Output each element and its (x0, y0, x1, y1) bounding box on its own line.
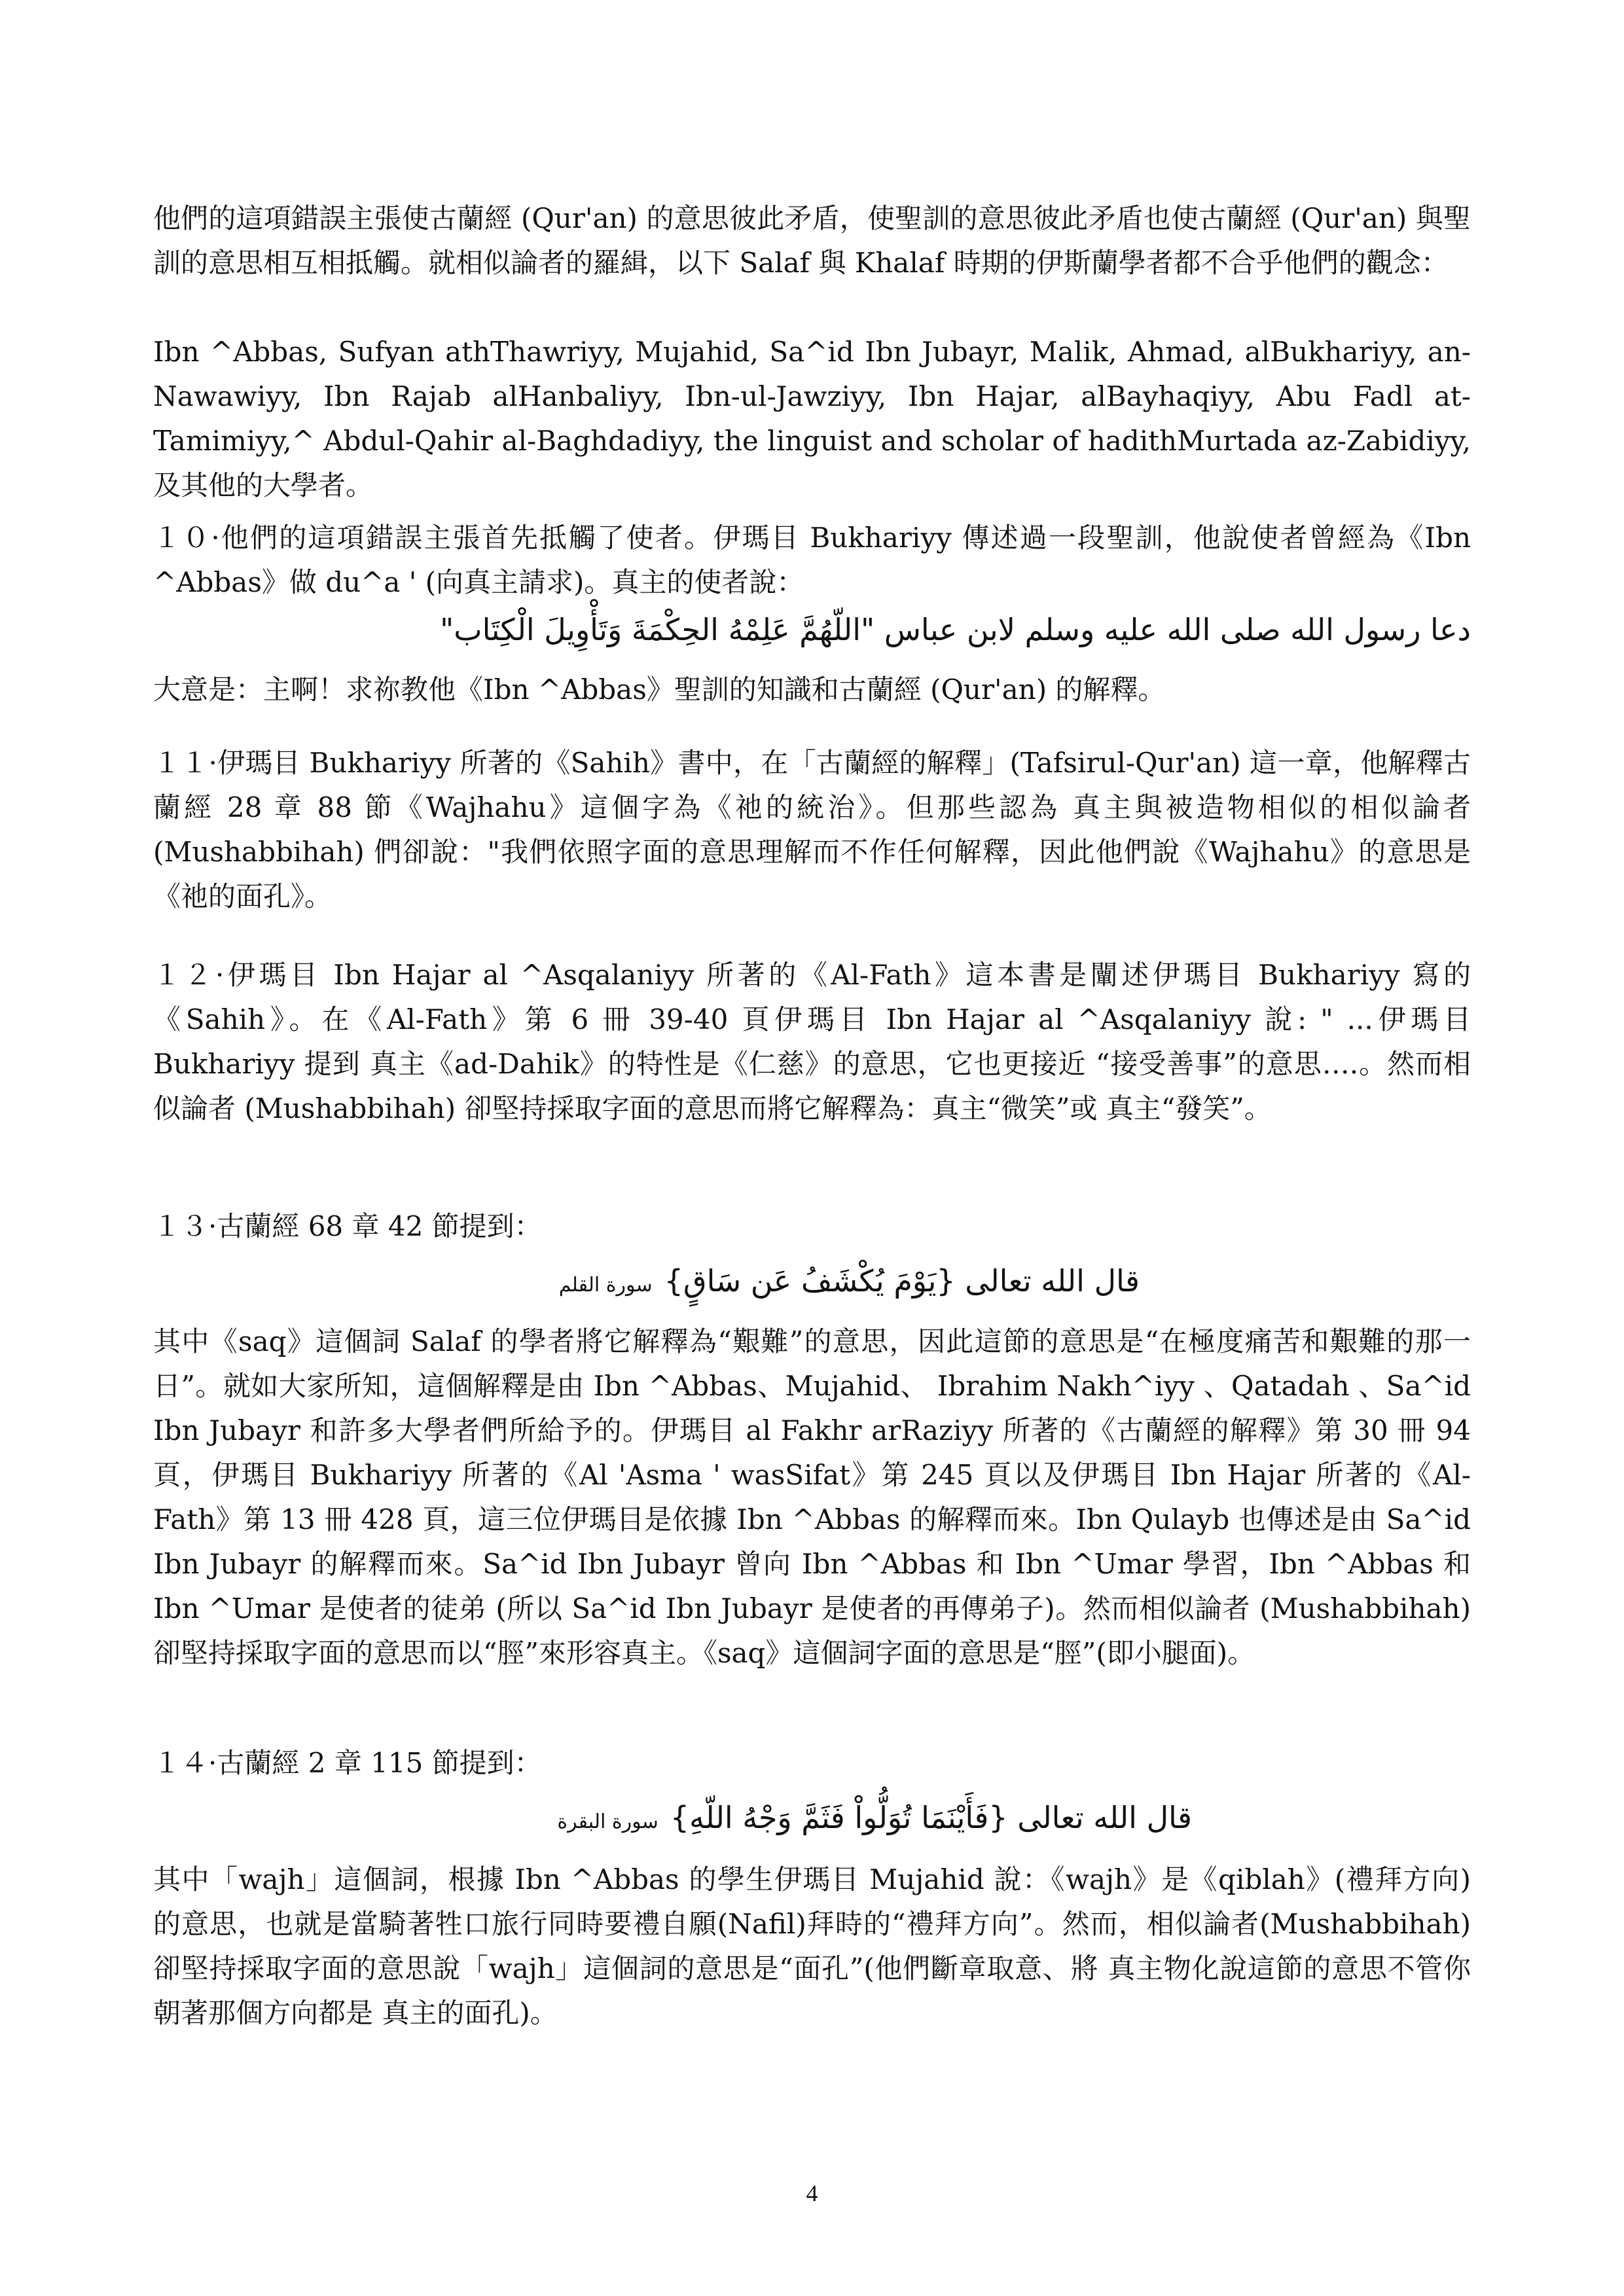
verse-2-115-text: قال الله تعالى {فَأَيْنَمَا تُوَلُّواْ فَثَمَّ وَجْهُ اللّهِ} (670, 1800, 1192, 1835)
paragraph-12: １２·伊瑪目 Ibn Hajar al ^Asqalaniyy 所著的《Al-Fath》這本書是闡述伊瑪目 Bukhariyy 寫的《Sahih》。在《Al-Fath》第 6 冊 39-40 頁伊瑪目 Ibn Hajar al ^Asqalaniyy 說: " ...伊瑪目 Bukhariyy 提到 真主《ad-Dahik》的特性是《仁慈》的意思，它也更接近 “接受善事”的意思….。然而相似論者 (Mushabbihah) 卻堅持採取字面的意思而將它解釋為：真主“微笑”或 真主“發笑”。 (153, 959, 1471, 1124)
intro-paragraph: 他們的這項錯誤主張使古蘭經 (Qur'an) 的意思彼此矛盾，使聖訓的意思彼此矛盾也使古蘭經 (Qur'an) 與聖訓的意思相互相抵觸。就相似論者的羅緝，以下 Salaf 與 Khalaf 時期的伊斯蘭學者都不合乎他們的觀念： (153, 202, 1471, 279)
paragraph-14-explanation: 其中「wajh」這個詞，根據 Ibn ^Abbas 的學生伊瑪目 Mujahid 說：《wajh》是《qiblah》(禮拜方向) 的意思，也就是當騎著牲口旅行同時要禮自願(Nafil)拜時的“禮拜方向”。然而，相似論者(Mushabbihah) 卻堅持採取字面的意思說「wajh」這個詞的意思是“面孔”(他們斷章取意、將 真主物化說這節的意思不管你朝著那個方向都是 真主的面孔)。 (153, 1863, 1471, 2029)
paragraph-10-meaning: 大意是：主啊！求祢教他《Ibn ^Abbas》聖訓的知識和古蘭經 (Qur'an) 的解釋。 (153, 673, 1166, 706)
paragraph-10: １０·他們的這項錯誤主張首先抵觸了使者。伊瑪目 Bukhariyy 傳述過一段聖訓，他說使者曾經為《Ibn ^Abbas》做 du^a ' (向真主請求)。真主的使者說： (153, 522, 1471, 598)
paragraph-14: １４·古蘭經 2 章 115 節提到： (153, 1747, 542, 1779)
page-number: 4 (806, 2180, 818, 2206)
paragraph-13: １３·古蘭經 68 章 42 節提到： (153, 1210, 542, 1242)
surah-baqarah-label: سورة البقرة (557, 1810, 659, 1833)
surah-qalam-label: سورة القلم (558, 1274, 653, 1297)
verse-68-42 (559, 1260, 1140, 1306)
paragraph-13-explanation: 其中《saq》這個詞 Salaf 的學者將它解釋為“艱難”的意思，因此這節的意思是“在極度痛苦和艱難的那一日”。就如大家所知，這個解釋是由 Ibn ^Abbas、Mujahid、 Ibrahim Nakh^iyy 、Qatadah 、Sa^id Ibn Jubayr 和許多大學者們所給予的。伊瑪目 al Fakhr arRaziyy 所著的《古蘭經的解釋》第 30 冊 94 頁，伊瑪目 Bukhariyy 所著的《Al 'Asma ' wasSifat》第 245 頁以及伊瑪目 Ibn Hajar 所著的《Al-Fath》第 13 冊 428 頁，這三位伊瑪目是依據 Ibn ^Abbas 的解釋而來。Ibn Qulayb 也傳述是由 Sa^id Ibn Jubayr 的解釋而來。Sa^id Ibn Jubayr 曾向 Ibn ^Abbas 和 Ibn ^Umar 學習，Ibn ^Abbas 和 Ibn ^Umar 是使者的徒弟 (所以 Sa^id Ibn Jubayr 是使者的再傳弟子)。然而相似論者 (Mushabbihah) 卻堅持採取字面的意思而以“脛”來形容真主。《saq》這個詞字面的意思是“脛”(即小腿面)。 (153, 1325, 1471, 1669)
verse-68-42-text: قال الله تعالى {يَوْمَ يُكْشَفُ عَن سَاقٍ} (664, 1263, 1140, 1299)
scholars-paragraph: Ibn ^Abbas, Sufyan athThawriyy, Mujahid, Sa^id Ibn Jubayr, Malik, Ahmad, alBukhariyy, an-Nawawiyy, Ibn Rajab alHanbaliyy, Ibn-ul-Jawziyy, Ibn Hajar, alBayhaqiyy, Abu Fadl at-Tamimiyy,^ Abdul-Qahir al-Baghdadiyy, the linguist and scholar of hadithMurtada az-Zabidiyy, 及其他的大學者。 (153, 336, 1471, 501)
hadith-arabic: دعا رسول الله صلى الله عليه وسلم لابن عباس "اللّهُمَّ عَلِمْهُ الحِكْمَةَ وَتَأْوِيلَ الْكِتَاب" (440, 612, 1471, 647)
paragraph-11: １１·伊瑪目 Bukhariyy 所著的《Sahih》書中，在「古蘭經的解釋」(Tafsirul-Qur'an) 這一章，他解釋古蘭經 28 章 88 節《Wajhahu》這個字為《祂的統治》。但那些認為 真主與被造物相似的相似論者 (Mushabbihah) 們卻說："我們依照字面的意思理解而不作任何解釋，因此他們說《Wajhahu》的意思是《祂的面孔》。 (153, 747, 1471, 912)
verse-2-115 (557, 1797, 1192, 1843)
